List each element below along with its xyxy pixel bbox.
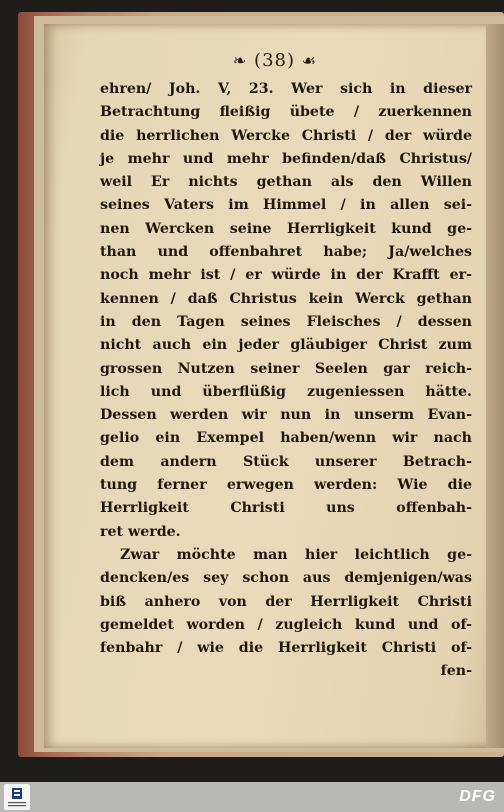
text-line: nen Wercken seine Herrligkeit kund ge-	[100, 220, 472, 237]
text-line: weil Er nichts gethan als den Willen	[100, 174, 472, 191]
viewer-footer-bar	[0, 782, 504, 812]
text-line: tung ferner erwegen werden: Wie die	[100, 477, 472, 494]
text-line: nicht auch ein jeder gläubiger Christ zum	[100, 337, 472, 354]
text-line: lich und überflüßig zugeniessen hätte.	[100, 383, 472, 400]
text-line: Zwar möchte man hier leichtlich ge-	[120, 546, 472, 563]
page-header	[160, 50, 390, 71]
text-line: biß anhero von der Herrligkeit Christi	[100, 593, 472, 610]
text-line: ret werde.	[100, 523, 181, 540]
text-line: noch mehr ist / er würde in der Krafft er-	[100, 267, 472, 284]
dfg-logo: DFG	[459, 788, 496, 805]
header-ornament-right: ☙	[301, 51, 318, 70]
text-line: ehren/ Joh. V, 23. Wer sich in dieser	[100, 81, 472, 97]
text-line: je mehr und mehr befinden/daß Christus/	[100, 150, 472, 167]
library-logo-icon	[4, 784, 30, 810]
page-fore-edge	[486, 24, 504, 748]
text-line: grossen Nutzen seiner Seelen gar reich-	[100, 360, 472, 377]
text-line: than und offenbahret habe; Ja/welches	[100, 244, 472, 261]
text-line: gelio ein Exempel haben/wenn wir nach	[100, 430, 472, 447]
page-text	[100, 78, 472, 684]
text-line: Betrachtung fleißig übete / zuerkennen	[100, 104, 472, 121]
page-number: (38)	[254, 50, 295, 71]
text-line: dencken/es sey schon aus demjenigen/was	[100, 570, 472, 587]
text-line: Dessen werden wir nun in unserm Evan-	[100, 407, 472, 424]
text-line: seines Vaters im Himmel / in allen sei-	[100, 197, 472, 214]
header-ornament-left: ❧	[232, 51, 248, 70]
text-line: dem andern Stück unserer Betrach-	[100, 453, 472, 470]
text-line: kennen / daß Christus kein Werck gethan	[100, 290, 472, 307]
text-line: Herrligkeit Christi uns offenbah-	[100, 500, 472, 517]
text-line: in den Tagen seines Fleisches / dessen	[100, 313, 472, 330]
text-line: gemeldet worden / zugleich kund und of-	[100, 616, 472, 633]
catchword: fen-	[440, 663, 472, 680]
text-line: fenbahr / wie die Herrligkeit Christi of-	[100, 640, 472, 657]
text-line: die herrlichen Wercke Christi / der würde	[100, 127, 472, 144]
